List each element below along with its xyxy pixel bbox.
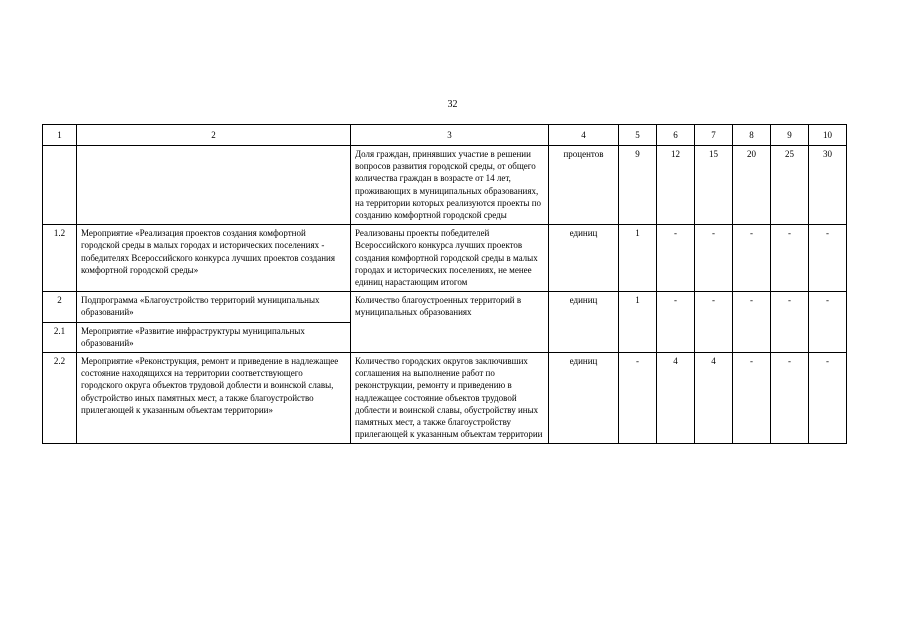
- value-cell: -: [657, 225, 695, 292]
- value-cell: -: [733, 353, 771, 444]
- table-row: [43, 353, 847, 444]
- header-cell: 3: [351, 125, 549, 146]
- unit-cell: процентов: [549, 146, 619, 225]
- header-cell: 10: [809, 125, 847, 146]
- unit-cell: единиц: [549, 353, 619, 444]
- value-cell: 15: [695, 146, 733, 225]
- value-cell: 1: [619, 292, 657, 353]
- header-cell: 2: [77, 125, 351, 146]
- header-cell: 8: [733, 125, 771, 146]
- row-number-cell: 2: [43, 292, 77, 322]
- value-cell: 12: [657, 146, 695, 225]
- indicator-cell: Количество благоустроенных территорий в муниципальных образованиях: [351, 292, 549, 353]
- event-cell: [77, 146, 351, 225]
- value-cell: -: [657, 292, 695, 353]
- value-cell: 4: [657, 353, 695, 444]
- event-cell: Мероприятие «Реализация проектов создания комфортной городской среды в малых городах и исторических поселениях - победителях Всероссийского конкурса лучших проектов создания комфортной городской среды»: [77, 225, 351, 292]
- header-cell: 4: [549, 125, 619, 146]
- row-number-cell: 2.1: [43, 322, 77, 352]
- value-cell: -: [733, 292, 771, 353]
- unit-cell: единиц: [549, 292, 619, 353]
- value-cell: 4: [695, 353, 733, 444]
- value-cell: -: [809, 225, 847, 292]
- value-cell: -: [695, 225, 733, 292]
- table-row: [43, 292, 847, 322]
- row-number-cell: 2.2: [43, 353, 77, 444]
- header-cell: 7: [695, 125, 733, 146]
- value-cell: 30: [809, 146, 847, 225]
- table-row: [43, 146, 847, 225]
- indicators-table: [42, 124, 847, 444]
- page-number: 32: [447, 99, 458, 110]
- value-cell: 25: [771, 146, 809, 225]
- value-cell: -: [809, 292, 847, 353]
- header-cell: 6: [657, 125, 695, 146]
- indicator-cell: Количество городских округов заключивших соглашения на выполнение работ по реконструкции, ремонту и приведению в надлежащее состояние объектов трудовой доблести и воинской славы, обустройству иных памятных мест, а также благоустройству прилегающей к указанным объектам территории: [351, 353, 549, 444]
- table-header-row: [43, 125, 847, 146]
- indicator-cell: Реализованы проекты победителей Всероссийского конкурса лучших проектов создания комфортной городской среды в малых городах и исторических поселениях, не менее единиц нарастающим итогом: [351, 225, 549, 292]
- value-cell: -: [695, 292, 733, 353]
- event-cell: Мероприятие «Развитие инфраструктуры муниципальных образований»: [77, 322, 351, 352]
- header-cell: 5: [619, 125, 657, 146]
- event-cell: Подпрограмма «Благоустройство территорий муниципальных образований»: [77, 292, 351, 322]
- value-cell: -: [771, 292, 809, 353]
- value-cell: -: [771, 353, 809, 444]
- row-number-cell: [43, 146, 77, 225]
- table-row: [43, 225, 847, 292]
- value-cell: 9: [619, 146, 657, 225]
- header-cell: 9: [771, 125, 809, 146]
- value-cell: -: [809, 353, 847, 444]
- value-cell: -: [771, 225, 809, 292]
- value-cell: 1: [619, 225, 657, 292]
- row-number-cell: 1.2: [43, 225, 77, 292]
- indicator-cell: Доля граждан, принявших участие в решении вопросов развития городской среды, от общего количества граждан в возрасте от 14 лет, проживающих в муниципальных образованиях, на территории которых реализуются проекты по созданию комфортной городской среды: [351, 146, 549, 225]
- unit-cell: единиц: [549, 225, 619, 292]
- value-cell: 20: [733, 146, 771, 225]
- value-cell: -: [619, 353, 657, 444]
- value-cell: -: [733, 225, 771, 292]
- event-cell: Мероприятие «Реконструкция, ремонт и приведение в надлежащее состояние находящихся на территории соответствующего городского округа объектов трудовой доблести и воинской славы, обустройство иных памятных мест, а также благоустройство прилегающей к указанным объектам территории»: [77, 353, 351, 444]
- header-cell: 1: [43, 125, 77, 146]
